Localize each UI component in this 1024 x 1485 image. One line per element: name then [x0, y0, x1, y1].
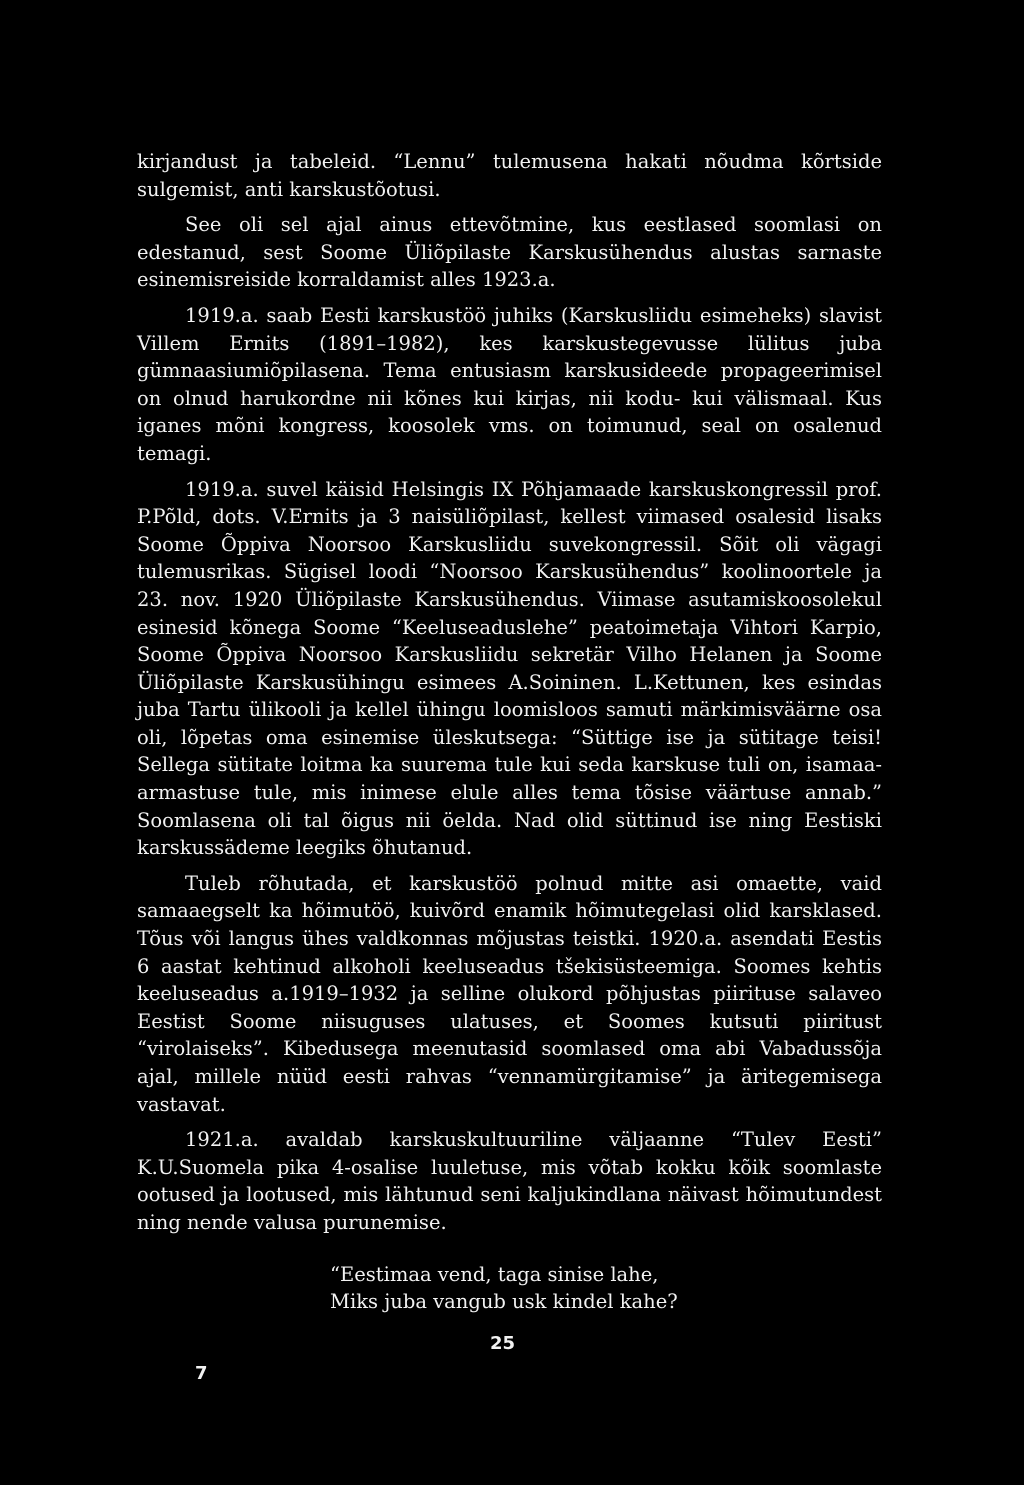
poem-line: “Eestimaa vend, taga sinise lahe,	[330, 1262, 659, 1286]
page-number-25: 25	[490, 1332, 516, 1354]
poem-line: Miks juba vangub usk kindel kahe?	[330, 1290, 678, 1314]
paragraph: kirjandust ja tabeleid. “Lennu” tulemusena hakati nõudma kõrtside sulgemist, anti karskustõotusi.	[137, 150, 882, 201]
paragraph: 1919.a. saab Eesti karskustöö juhiks (Karskusliidu esimeheks) slavist Villem Ernits (1891–1982), kes karskustegevusse lülitus juba gümnaasiumiõpilasena. Tema entusiasm karskusideede propageerimisel on olnud harukordne nii kõnes kui kirjas, nii kodu- kui välismaal. Kus iganes mõni kongress, koosolek vms. on toimunud, seal on osalenud temagi.	[137, 303, 882, 465]
page-number-7: 7	[195, 1362, 208, 1384]
paragraph: 1921.a. avaldab karskuskultuuriline väljaanne “Tulev Eesti” K.U.Suomela pika 4-osalise luuletuse, mis võtab kokku kõik soomlaste ootused ja lootused, mis lähtunud seni kaljukindlana näivast hõimutundest ning nende valusa purunemise.	[137, 1128, 882, 1234]
body-text	[137, 148, 882, 1406]
poem-quote	[330, 1261, 882, 1316]
paragraph: 1919.a. suvel käisid Helsingis IX Põhjamaade karskuskongressil prof. P.Põld, dots. V.Ernits ja 3 naisüliõpilast, kellest viimased osalesid lisaks Soome Õppiva Noorsoo Karskusliidu suvekongressil. Sõit oli vägagi tulemusrikas. Sügisel loodi “Noorsoo Karskusühendus” koolinoortele ja 23. nov. 1920 Üliõpilaste Karskusühendus. Viimase asutamiskoosolekul esinesid kõnega Soome “Keeluseaduslehe” peatoimetaja Vihtori Karpio, Soome Õppiva Noorsoo Karskusliidu sekretär Vilho Helanen ja Soome Üliõpilaste Karskusühingu esimees A.Soininen. L.Kettunen, kes esindas juba Tartu ülikooli ja kellel ühingu loomisloos samuti märkimisväärne osa oli, lõpetas oma esinemise üleskutsega: “Süttige ise ja sütitage teisi! Sellega sütitate loitma ka suurema tule kui seda karskuse tuli on, isamaa-armastuse tule, mis inimese elule alles tema tõsise väärtuse annab.” Soomlasena oli tal õigus nii öelda. Nad olid süttinud ise ning Eestiski karskussädeme leegiks õhutanud.	[137, 477, 882, 860]
paragraph: See oli sel ajal ainus ettevõtmine, kus eestlased soomlasi on edestanud, sest Soome Üliõpilaste Karskusühendus alustas sarnaste esinemisreiside korraldamist alles 1923.a.	[137, 213, 882, 292]
paragraph: Tuleb rõhutada, et karskustöö polnud mitte asi omaette, vaid samaaegselt ka hõimutöö, kuivõrd enamik hõimutegelasi olid karsklased. Tõus või langus ühes valdkonnas mõjustas teistki. 1920.a. asendati Eestis 6 aastat kehtinud alkoholi keeluseadus tšekisüsteemiga. Soomes kehtis keeluseadus a.1919–1932 ja selline olukord põhjustas piirituse salaveo Eestist Soome niisuguses ulatuses, et Soomes kutsuti piiritust “virolaiseks”. Kibedusega meenutasid soomlased oma abi Vabadussõja ajal, millele nüüd eesti rahvas “vennamürgitamise” ja äritegemisega vastavat.	[137, 871, 882, 1116]
